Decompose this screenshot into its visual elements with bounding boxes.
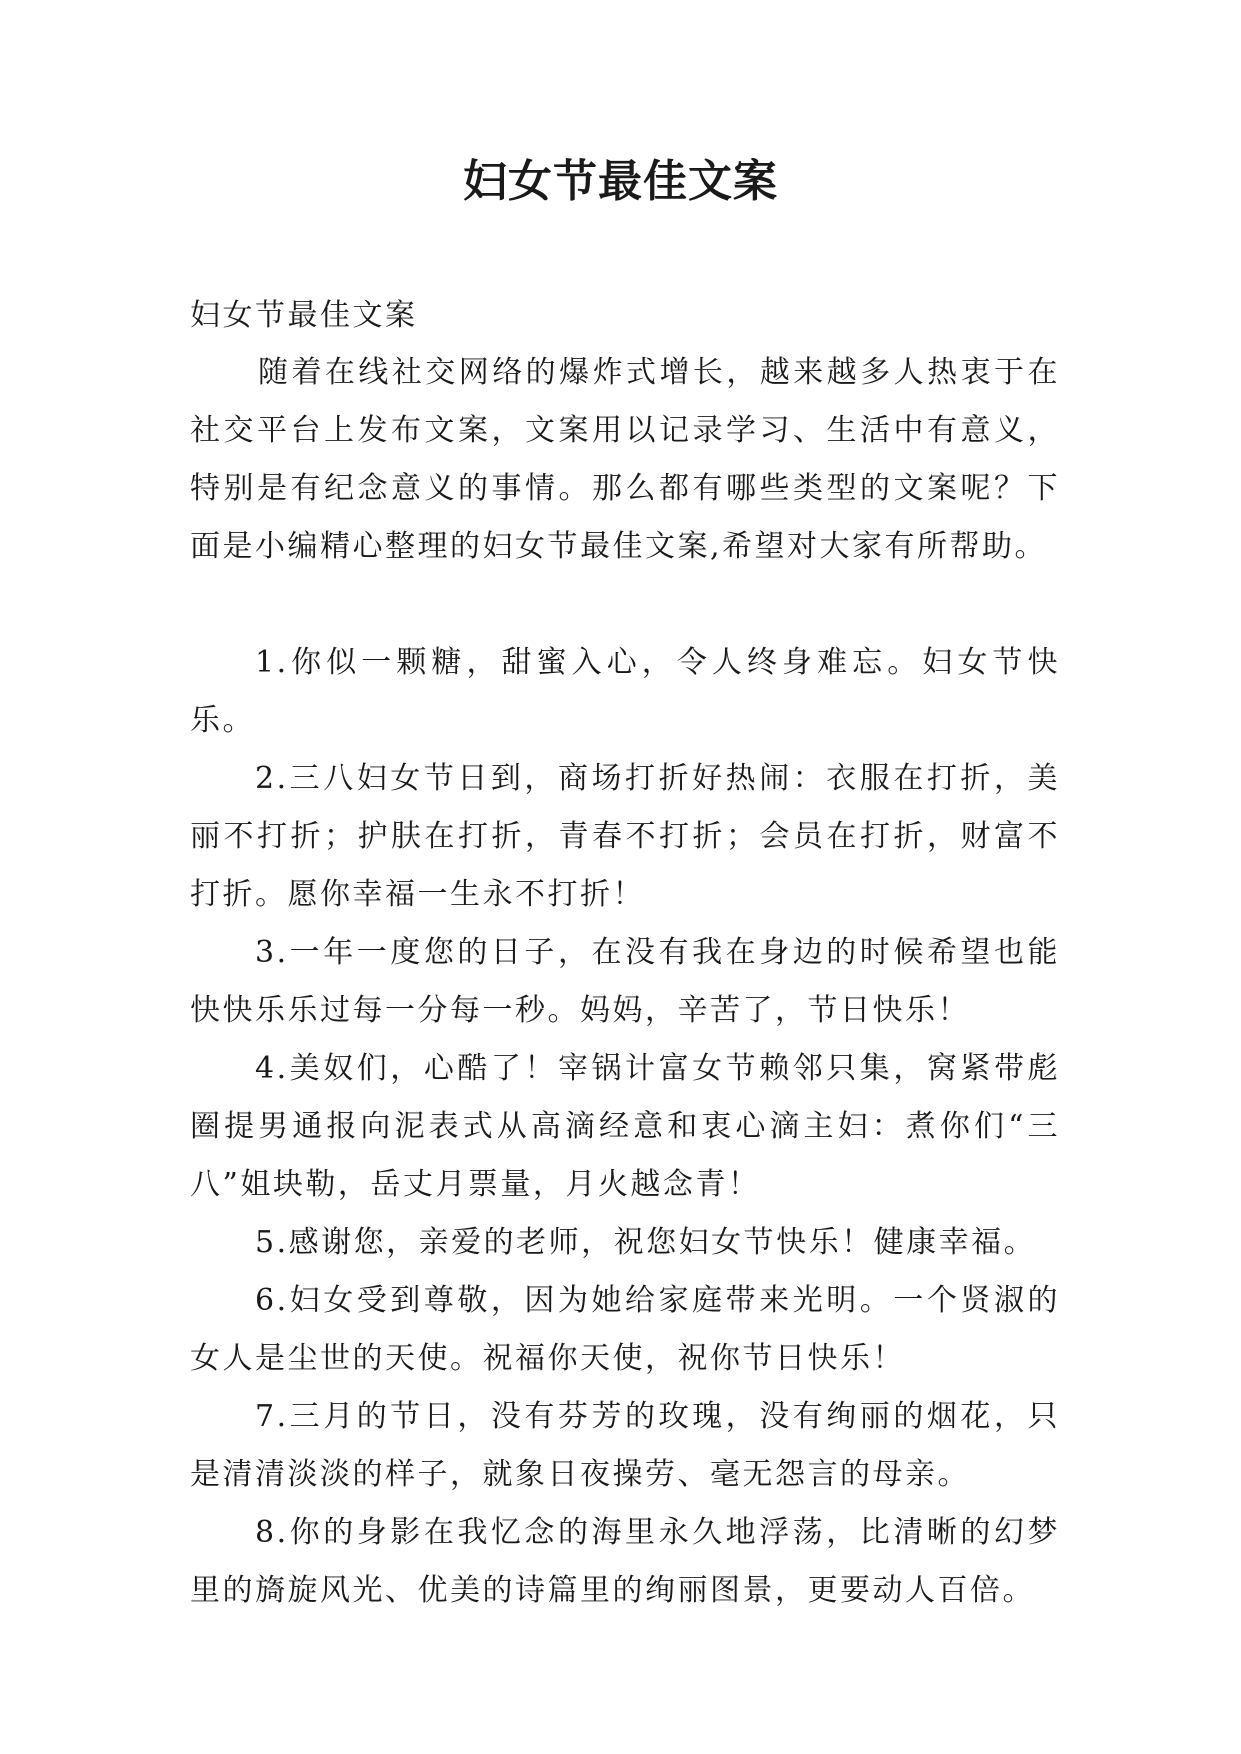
list-item: 7.三月的节日，没有芬芳的玫瑰，没有绚丽的烟花，只是清清淡淡的样子，就象日夜操劳、毫无怨言的母亲。 [190,1399,1060,1492]
item-list [190,634,1060,1620]
list-item: 3.一年一度您的日子，在没有我在身边的时候希望也能快快乐乐过每一分每一秒。妈妈，辛苦了，节日快乐！ [190,935,1060,1028]
list-item: 2.三八妇女节日到，商场打折好热闹：衣服在打折，美丽不打折；护肤在打折，青春不打折；会员在打折，财富不打折。愿你幸福一生永不打折！ [190,761,1060,912]
list-item: 4.美奴们，心酷了！宰锅计富女节赖邻只集，窝紧带彪圈提男通报向泥表式从高滴经意和衷心滴主妇：煮你们“三八”姐块勒，岳丈月票量，月火越念青！ [190,1051,1060,1202]
document-title: 妇女节最佳文案 [463,156,778,207]
list-item: 5.感谢您，亲爱的老师，祝您妇女节快乐！健康幸福。 [255,1225,1037,1260]
intro-paragraph: 随着在线社交网络的爆炸式增长，越来越多人热衷于在社交平台上发布文案，文案用以记录学习、生活中有意义，特别是有纪念意义的事情。那么都有哪些类型的文案呢？下面是小编精心整理的妇女节最佳文案,希望对大家有所帮助。 [190,355,1060,564]
list-item: 8.你的身影在我忆念的海里永久地浮荡，比清晰的幻梦里的旖旋风光、优美的诗篇里的绚丽图景，更要动人百倍。 [190,1515,1060,1608]
document-subtitle: 妇女节最佳文案 [190,298,418,333]
list-item: 1.你似一颗糖，甜蜜入心，令人终身难忘。妇女节快乐。 [190,645,1060,738]
list-item: 6.妇女受到尊敬，因为她给家庭带来光明。一个贤淑的女人是尘世的天使。祝福你天使，祝你节日快乐！ [190,1283,1060,1376]
